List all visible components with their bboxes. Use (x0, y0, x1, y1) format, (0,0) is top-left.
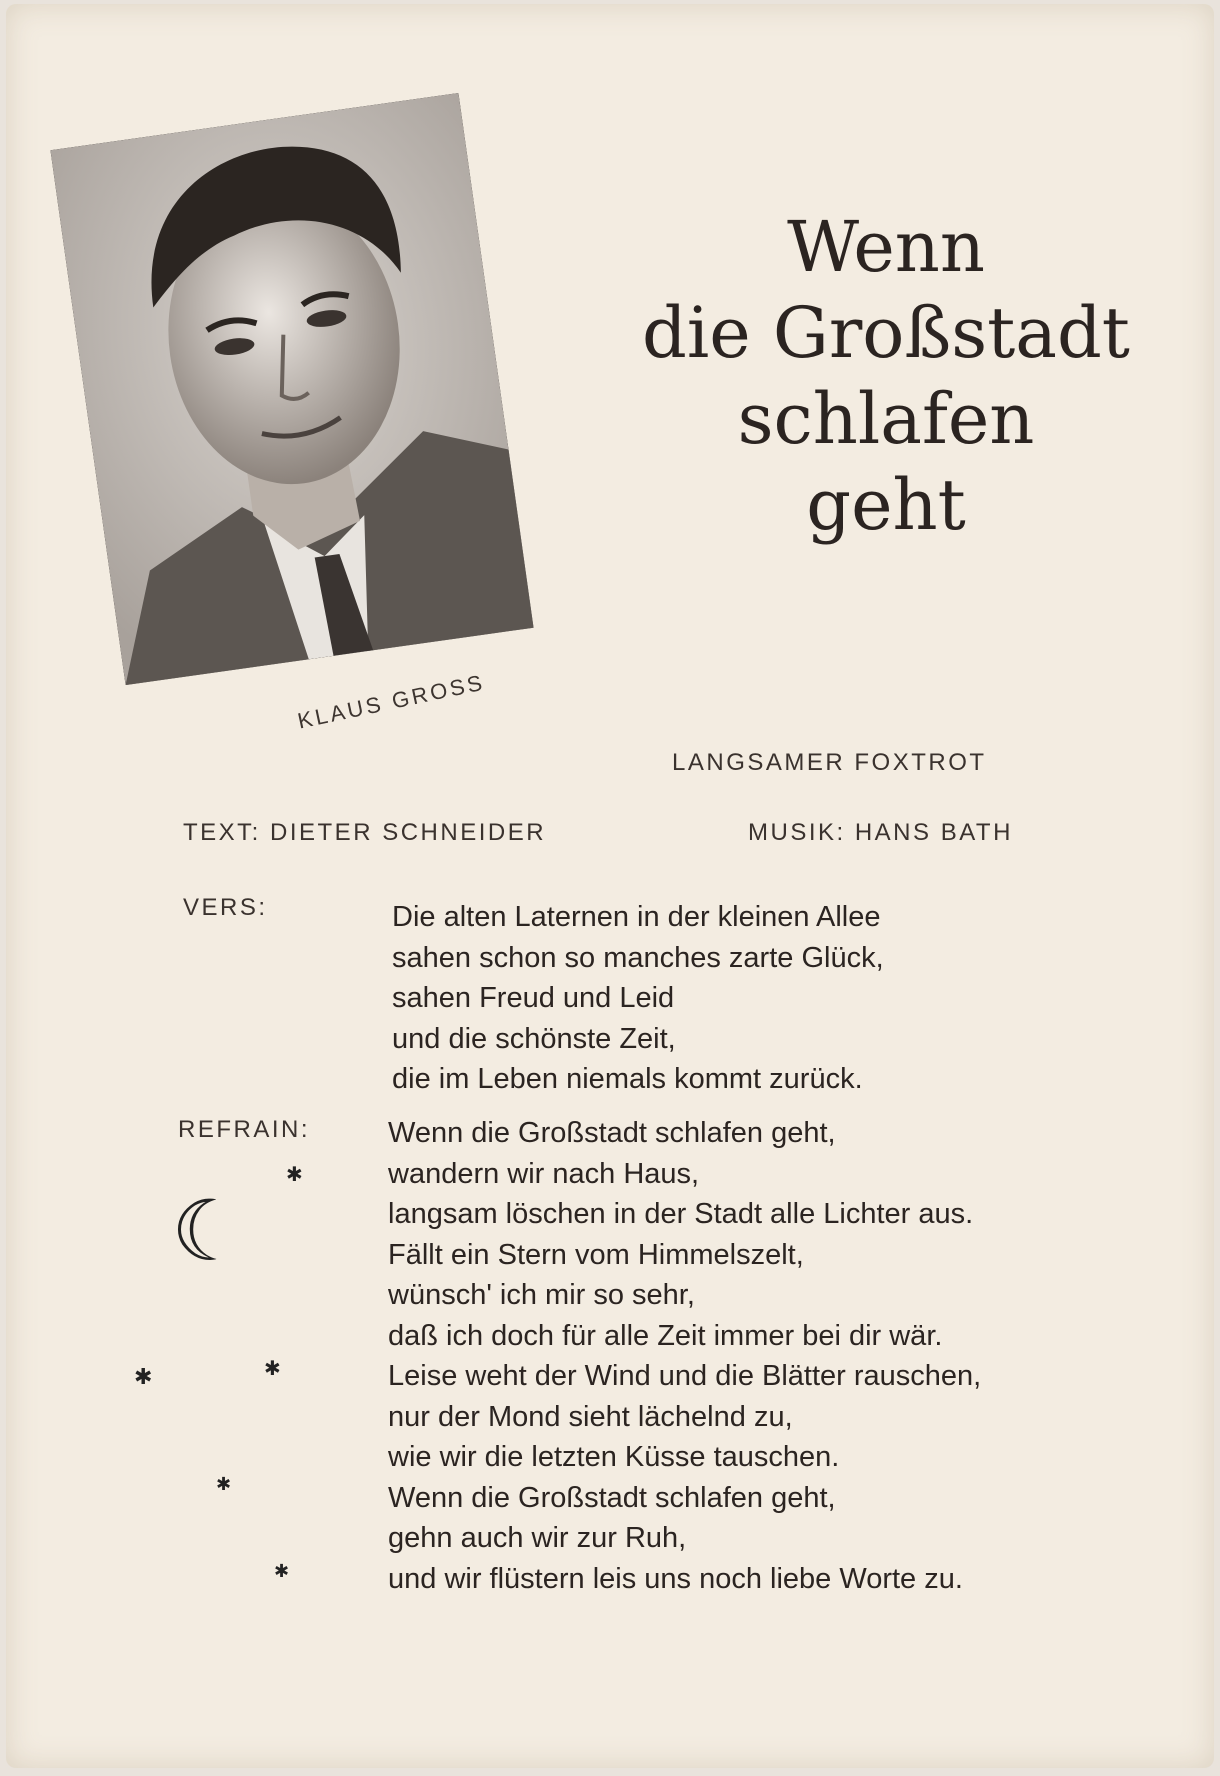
refrain-line: Wenn die Großstadt schlafen geht, (388, 1117, 836, 1149)
title-line-4: geht (806, 464, 966, 546)
dance-style: LANGSAMER FOXTROT (672, 749, 987, 776)
title-line-3: schlafen (737, 378, 1035, 460)
title-line-2: die Großstadt (642, 292, 1130, 374)
refrain-line: Fällt ein Stern vom Himmelszelt, (388, 1238, 804, 1271)
star-icon: ✱ (134, 1364, 153, 1389)
photo-caption: KLAUS GROSS (295, 669, 488, 734)
refrain-line: wandern wir nach Haus, (388, 1157, 700, 1190)
vers-line: und die schönste Zeit, (392, 1022, 676, 1055)
refrain-line: wie wir die letzten Küsse tauschen. (388, 1441, 840, 1473)
portrait-photo (50, 93, 533, 685)
vers-line: Die alten Laternen in der kleinen Allee (392, 901, 881, 933)
refrain-line: wünsch' ich mir so sehr, (388, 1279, 695, 1311)
star-icon: ✱ (286, 1164, 303, 1186)
postcard (6, 4, 1214, 1768)
vers-label: VERS: (183, 894, 268, 921)
music-credit: MUSIK: HANS BATH (748, 819, 1013, 846)
vers-line: sahen Freud und Leid (392, 982, 675, 1014)
portrait-illustration (50, 93, 533, 685)
star-icon: ✱ (264, 1358, 281, 1380)
song-title (586, 204, 1186, 548)
refrain-line: daß ich doch für alle Zeit immer bei dir wär. (388, 1319, 943, 1352)
star-icon: ✱ (274, 1561, 290, 1581)
refrain-line: langsam löschen in der Stadt alle Lichter aus. (388, 1198, 974, 1230)
text-credit: TEXT: DIETER SCHNEIDER (183, 819, 547, 846)
star-icon: ✱ (216, 1474, 232, 1494)
refrain-lyrics (388, 1113, 981, 1599)
vers-line: die im Leben niemals kommt zurück. (392, 1063, 863, 1095)
moon-icon: ☾ (171, 1184, 247, 1278)
vers-line: sahen schon so manches zarte Glück, (392, 941, 884, 974)
refrain-line: Wenn die Großstadt schlafen geht, (388, 1481, 836, 1514)
refrain-line: und wir flüstern leis uns noch liebe Worte zu. (388, 1562, 963, 1595)
refrain-line: nur der Mond sieht lächelnd zu, (388, 1400, 793, 1433)
title-line-1: Wenn (787, 206, 985, 288)
refrain-line: gehn auch wir zur Ruh, (388, 1522, 687, 1554)
refrain-label: REFRAIN: (178, 1116, 311, 1143)
vers-lyrics (392, 897, 884, 1100)
refrain-line: Leise weht der Wind und die Blätter rauschen, (388, 1360, 982, 1392)
